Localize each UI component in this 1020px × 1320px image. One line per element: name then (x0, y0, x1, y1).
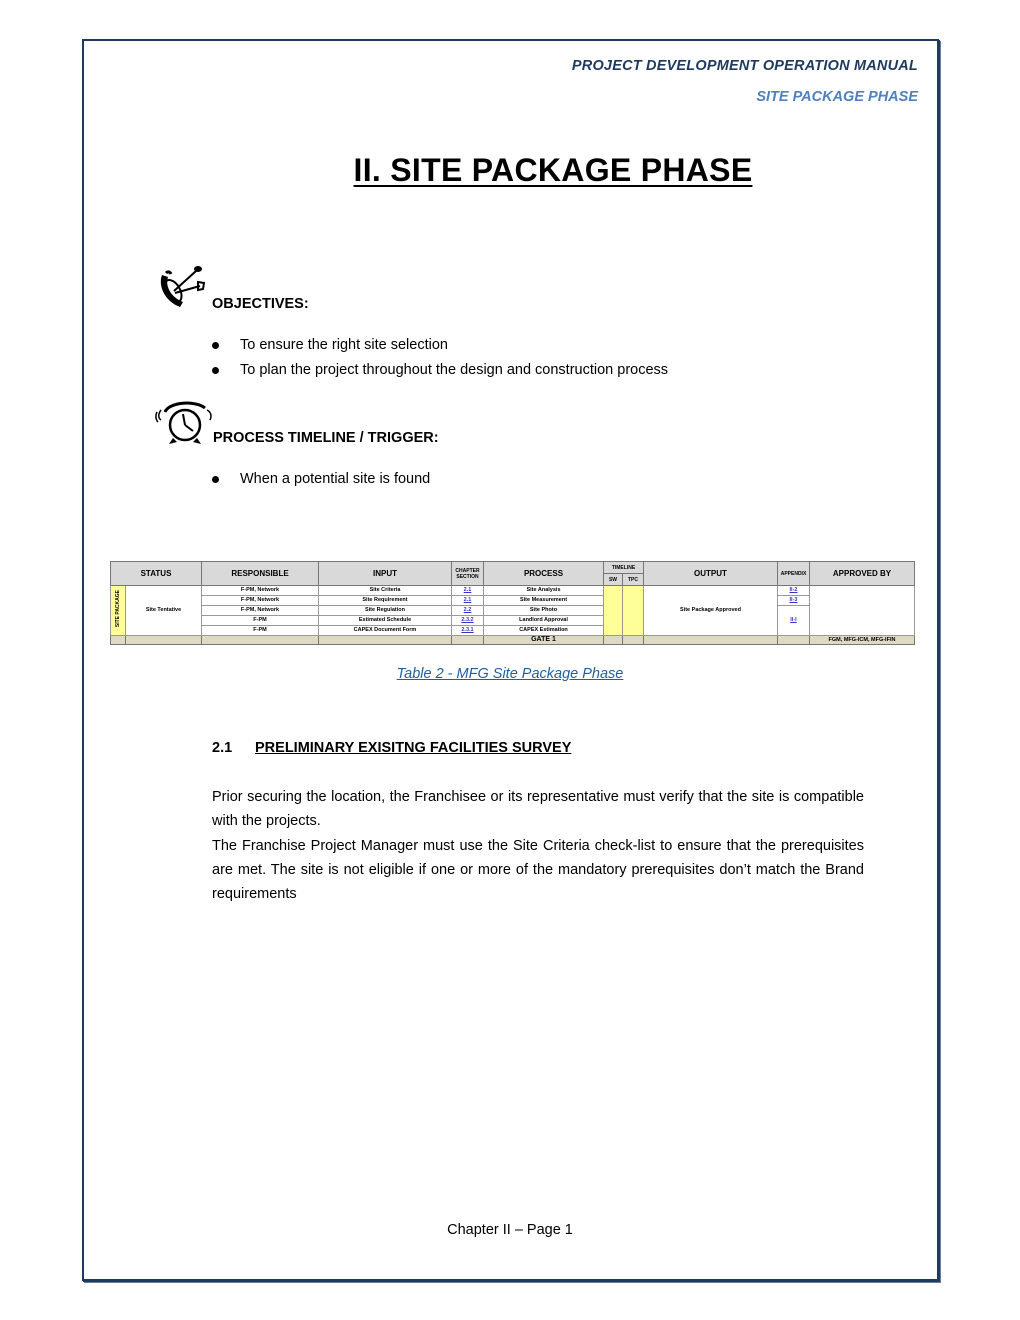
bullet-icon (212, 476, 219, 483)
input-cell: Site Criteria (319, 586, 452, 596)
section-cell (452, 626, 484, 636)
objectives-list (212, 333, 668, 383)
gate-approved-by: FGM, MFG-ICM, MFG-IFIN (810, 636, 915, 645)
timeline-list (212, 467, 430, 492)
process-cell: Site Analysis (484, 586, 604, 596)
section-link[interactable]: 2.1 (463, 597, 472, 603)
status-cell: Site Tentative (126, 586, 202, 636)
target-darts-icon (156, 263, 212, 311)
responsible-cell: F-PM, Network (202, 596, 319, 606)
sw-cell (604, 586, 623, 636)
bullet-icon (212, 367, 219, 374)
site-package-table (110, 561, 915, 645)
section-link[interactable]: 2.3.1 (461, 627, 474, 633)
responsible-cell: F-PM, Network (202, 606, 319, 616)
process-cell: Site Measurement (484, 596, 604, 606)
table-row (111, 596, 915, 606)
table-row (111, 606, 915, 616)
table-row (111, 586, 915, 596)
phase-label: SITE PACKAGE (114, 589, 121, 628)
list-item: When a potential site is found (212, 467, 430, 492)
appendix-link[interactable]: II-I (790, 617, 797, 623)
header-responsible: RESPONSIBLE (202, 562, 319, 586)
page-footer: Chapter II – Page 1 (447, 1222, 573, 1238)
header-phase-title: SITE PACKAGE PHASE (756, 89, 918, 105)
appendix-cell (778, 586, 810, 596)
page-title: II. SITE PACKAGE PHASE (353, 152, 753, 188)
appendix-cell (778, 596, 810, 606)
header-chapter-section: CHAPTER SECTION (452, 562, 484, 586)
paragraph: Prior securing the location, the Franchisee or its representative must verify that the site is compatible with the projects. (212, 789, 864, 830)
section-cell (452, 596, 484, 606)
section-cell (452, 616, 484, 626)
header-output: OUTPUT (644, 562, 778, 586)
header-manual-title: PROJECT DEVELOPMENT OPERATION MANUAL (571, 58, 918, 74)
input-cell: Site Regulation (319, 606, 452, 616)
objectives-heading: OBJECTIVES: (212, 296, 309, 312)
header-tpc: TPC (623, 574, 644, 586)
header-timeline: TIMELINE (604, 562, 644, 574)
input-cell: Estimated Schedule (319, 616, 452, 626)
appendix-cell (778, 606, 810, 636)
process-cell: Site Photo (484, 606, 604, 616)
section-cell (452, 606, 484, 616)
header-approved-by: APPROVED BY (810, 562, 915, 586)
responsible-cell: F-PM (202, 626, 319, 636)
output-cell: Site Package Approved (644, 586, 778, 636)
page-border (82, 39, 939, 1281)
header-process: PROCESS (484, 562, 604, 586)
header-status: STATUS (111, 562, 202, 586)
responsible-cell: F-PM (202, 616, 319, 626)
section-body (212, 785, 864, 906)
input-cell: Site Requirement (319, 596, 452, 606)
appendix-link[interactable]: II-2 (789, 587, 798, 593)
header-appendix: APPENDIX (778, 562, 810, 586)
list-item: To ensure the right site selection (212, 333, 668, 358)
table-caption[interactable]: Table 2 - MFG Site Package Phase (396, 666, 624, 682)
section-number: 2.1 (212, 740, 233, 756)
section-link[interactable]: 2.1 (463, 587, 472, 593)
appendix-link[interactable]: II-3 (789, 597, 798, 603)
header-sw: SW (604, 574, 623, 586)
approved-by-cell (810, 586, 915, 636)
gate-row (111, 636, 915, 645)
section-link[interactable]: 2.2 (463, 607, 472, 613)
input-cell: CAPEX Document Form (319, 626, 452, 636)
timeline-heading: PROCESS TIMELINE / TRIGGER: (213, 430, 439, 446)
responsible-cell: F-PM, Network (202, 586, 319, 596)
section-title: PRELIMINARY EXISITNG FACILITIES SURVEY (255, 740, 572, 756)
bullet-icon (212, 342, 219, 349)
header-input: INPUT (319, 562, 452, 586)
phase-label-cell (111, 586, 126, 636)
section-cell (452, 586, 484, 596)
paragraph: The Franchise Project Manager must use the Site Criteria check-list to ensure that the prerequisites are met. The site is not eligible if one or more of the mandatory prerequisites don’t match the Brand requirements (212, 837, 864, 903)
section-link[interactable]: 2.3.2 (461, 617, 474, 623)
tpc-cell (623, 586, 644, 636)
process-cell: CAPEX Estimation (484, 626, 604, 636)
alarm-clock-icon (155, 398, 215, 446)
process-cell: Landlord Approval (484, 616, 604, 626)
list-item: To plan the project throughout the design and construction process (212, 358, 668, 383)
gate-label: GATE 1 (484, 636, 604, 645)
